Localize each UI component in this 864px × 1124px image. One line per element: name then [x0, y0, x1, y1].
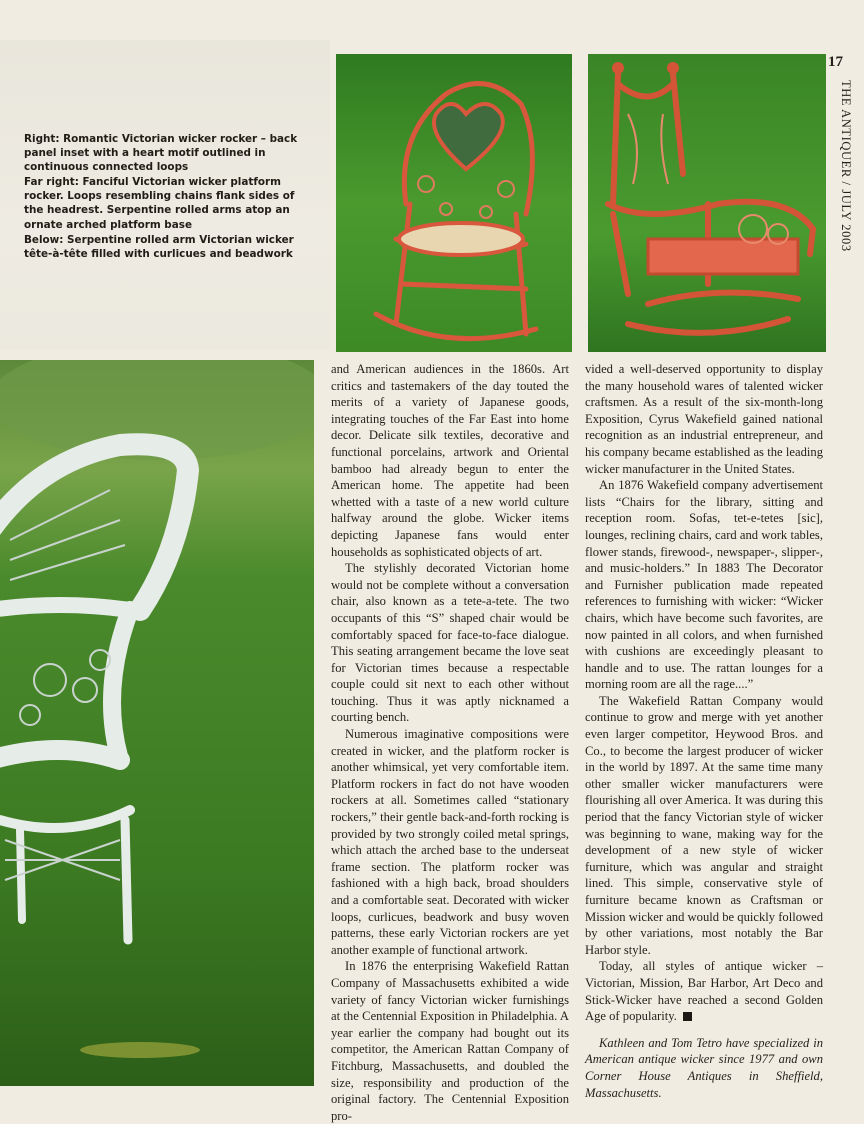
running-head: THE ANTIQUER / JULY 2003: [839, 80, 853, 252]
caption-below: Below: Serpentine rolled arm Victorian wicker tête-à-tête filled with curlicues and beadwork: [24, 233, 294, 260]
paragraph: In 1876 the enterprising Wakefield Rattan Company of Massachusetts exhibited a wide variety of fancy Victorian wicker furnishings at the Centennial Exposition in Philadelphia. A year earlier the company had bought out its competitor, the American Rattan Company of Fitchburg, Massachusetts, and doubled the size, responsibility and production of the original factory. The Centennial Exposition pro-: [331, 959, 569, 1123]
paragraph: Numerous imaginative compositions were created in wicker, and the platform rocker is another whimsical, yet very comfortable item. Platform rockers in fact do not have wooden rockers at all. Sometimes called “stationary rockers,” their gentle back-and-forth rocking is provided by two strongly coiled metal springs, which attach the arched base to the underseat frame section. The platform rocker was fashioned with a high back, broad shoulders and a comfortable seat. Decorated with wicker loops, curlicues, beadwork and busy woven patterns, these early Victorian rockers are yet another example of functional artwork.: [331, 727, 569, 957]
photo-heart-rocker: [336, 54, 572, 352]
end-mark-icon: [683, 1012, 692, 1021]
paragraph: and American audiences in the 1860s. Art critics and tastemakers of the day touted the merits of a variety of Japanese goods, integrating touches of the Far East into home decor. Delicate silk textiles, decorative and functional porcelains, artwork and Oriental bamboo had already begun to enter the American home. The appetite had been whetted with a taste of a new world culture halfway around the globe. Wicker items depicting Japanese fans would enter households as sophisticated objects of art.: [331, 362, 569, 559]
photo-captions: [24, 132, 306, 262]
article-column-right: [585, 361, 823, 1101]
caption-right: Right: Romantic Victorian wicker rocker – back panel inset with a heart motif outlined in continuous connected loops: [24, 133, 298, 174]
paragraph-final: [585, 958, 823, 1024]
article-column-middle: [331, 361, 569, 1124]
page-number: 17: [828, 54, 843, 70]
photo-platform-rocker: [588, 54, 826, 352]
caption-far-right: Far right: Fanciful Victorian wicker platform rocker. Loops resembling chains flank sides of the headrest. Serpentine rolled arms atop an ornate arched platform base: [24, 176, 295, 231]
paragraph: An 1876 Wakefield company advertisement lists “Chairs for the library, sitting and reception room. Sofas, tet-e-tetes [sic], lounges, reclining chairs, card and work tables, flower stands, firewood-, newspaper-, slipper-, and music-holders.” In 1883 The Decorator and Furnisher publication made repeated references to furnishing with wicker: “Wicker chairs, which have become such favorites, are now painted in all colors, and when furnished with cushions are exceedingly pleasant to handle and to use. The rattan lounges for a morning room are all the rage....”: [585, 478, 823, 692]
paragraph: vided a well-deserved opportunity to display the many household wares of talented wicker craftsmen. As a result of the six-month-long Exposition, Cyrus Wakefield gained national recognition as an industrial entrepreneur, and his company became established as the leading wicker manufacturer in the United States.: [585, 362, 823, 476]
author-byline: Kathleen and Tom Tetro have specialized in American antique wicker since 1977 and own Corner House Antiques in Sheffield, Massachusetts.: [585, 1035, 823, 1100]
paragraph: The stylishly decorated Victorian home would not be complete without a conversation chair, also known as a tete-a-tete. The two occupants of this “S” shaped chair would be comfortably spaced for face-to-face dialogue. This seating arrangement became the love seat for Victorian times because a respectable couple could sit next to each other without touching. Thus it was aptly nicknamed a courting bench.: [331, 561, 569, 725]
final-text: Today, all styles of antique wicker – Victorian, Mission, Bar Harbor, Art Deco and Stick-Wicker have reached a second Golden Age of popularity.: [585, 959, 823, 1024]
photo-tete-a-tete: [0, 360, 314, 1086]
paragraph: The Wakefield Rattan Company would continue to grow and merge with yet another even larger competitor, Heywood Bros. and Co., to become the largest producer of wicker in the world by 1897. At the same time many other smaller wicker manufacturers were flourishing all over America. It was during this period that the fancy Victorian style of wicker was beginning to wane, making way for the development of a new style of wicker furniture, which was angular and straight lined. This simple, conservative style of furniture became known as Craftsman or Mission wicker and would be quickly followed by other variations, most notably the Bar Harbor style.: [585, 693, 823, 957]
